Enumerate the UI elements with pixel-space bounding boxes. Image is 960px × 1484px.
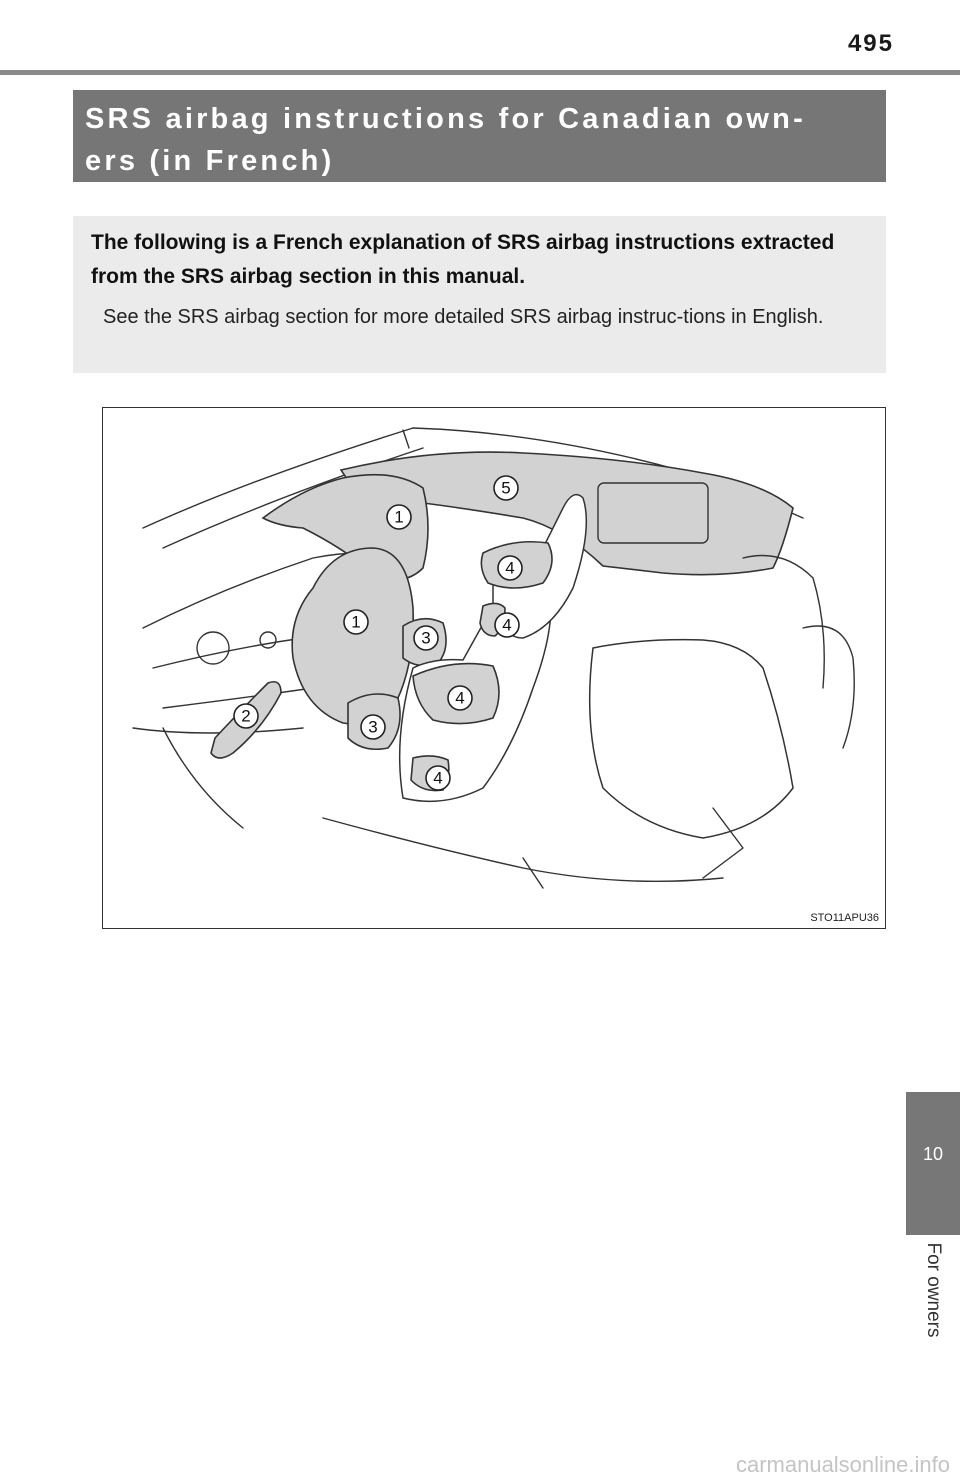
- intro-bold-text: The following is a French explanation of SRS airbag instructions extracted from the SRS airbag section in this manual.: [91, 231, 835, 288]
- section-title-line-2: ers (in French): [85, 145, 335, 177]
- callout-label: 5: [501, 478, 511, 498]
- chapter-label: For owners: [923, 1242, 944, 1338]
- figure-code: STO11APU36: [810, 912, 879, 924]
- callout-4-driver-lower: [426, 766, 450, 790]
- callout-4-driver: [448, 686, 472, 710]
- header-rule: [0, 70, 960, 75]
- page-number: 495: [847, 30, 894, 57]
- chapter-number: 10: [922, 1144, 944, 1164]
- airbag-location-figure: [102, 407, 886, 929]
- callout-4-passenger: [498, 556, 522, 580]
- callout-label: 3: [368, 717, 378, 737]
- callout-label: 4: [502, 615, 512, 635]
- callout-2-knee: [234, 704, 258, 728]
- section-title-line-1: SRS airbag instructions for Canadian own-: [85, 103, 806, 135]
- intro-box: [73, 216, 886, 373]
- rear-seat: [590, 640, 793, 838]
- callout-1-driver: [344, 610, 368, 634]
- callout-label: 4: [455, 688, 465, 708]
- callout-label: 4: [433, 768, 443, 788]
- section-title-banner: [73, 90, 886, 182]
- callout-label: 2: [241, 706, 251, 726]
- callout-label: 3: [421, 628, 431, 648]
- watermark: carmanualsonline.info: [735, 1452, 950, 1477]
- callout-3-upper: [414, 626, 438, 650]
- callout-label: 1: [351, 612, 361, 632]
- car-interior-illustration: [103, 408, 886, 929]
- callout-1-top: [387, 505, 411, 529]
- callout-4-passenger-lower: [495, 613, 519, 637]
- callout-label: 1: [394, 507, 404, 527]
- callout-3-lower: [361, 715, 385, 739]
- callout-label: 4: [505, 558, 515, 578]
- intro-normal-text: See the SRS airbag section for more detailed SRS airbag instruc-tions in English.: [103, 306, 824, 328]
- callout-5-curtain: [494, 476, 518, 500]
